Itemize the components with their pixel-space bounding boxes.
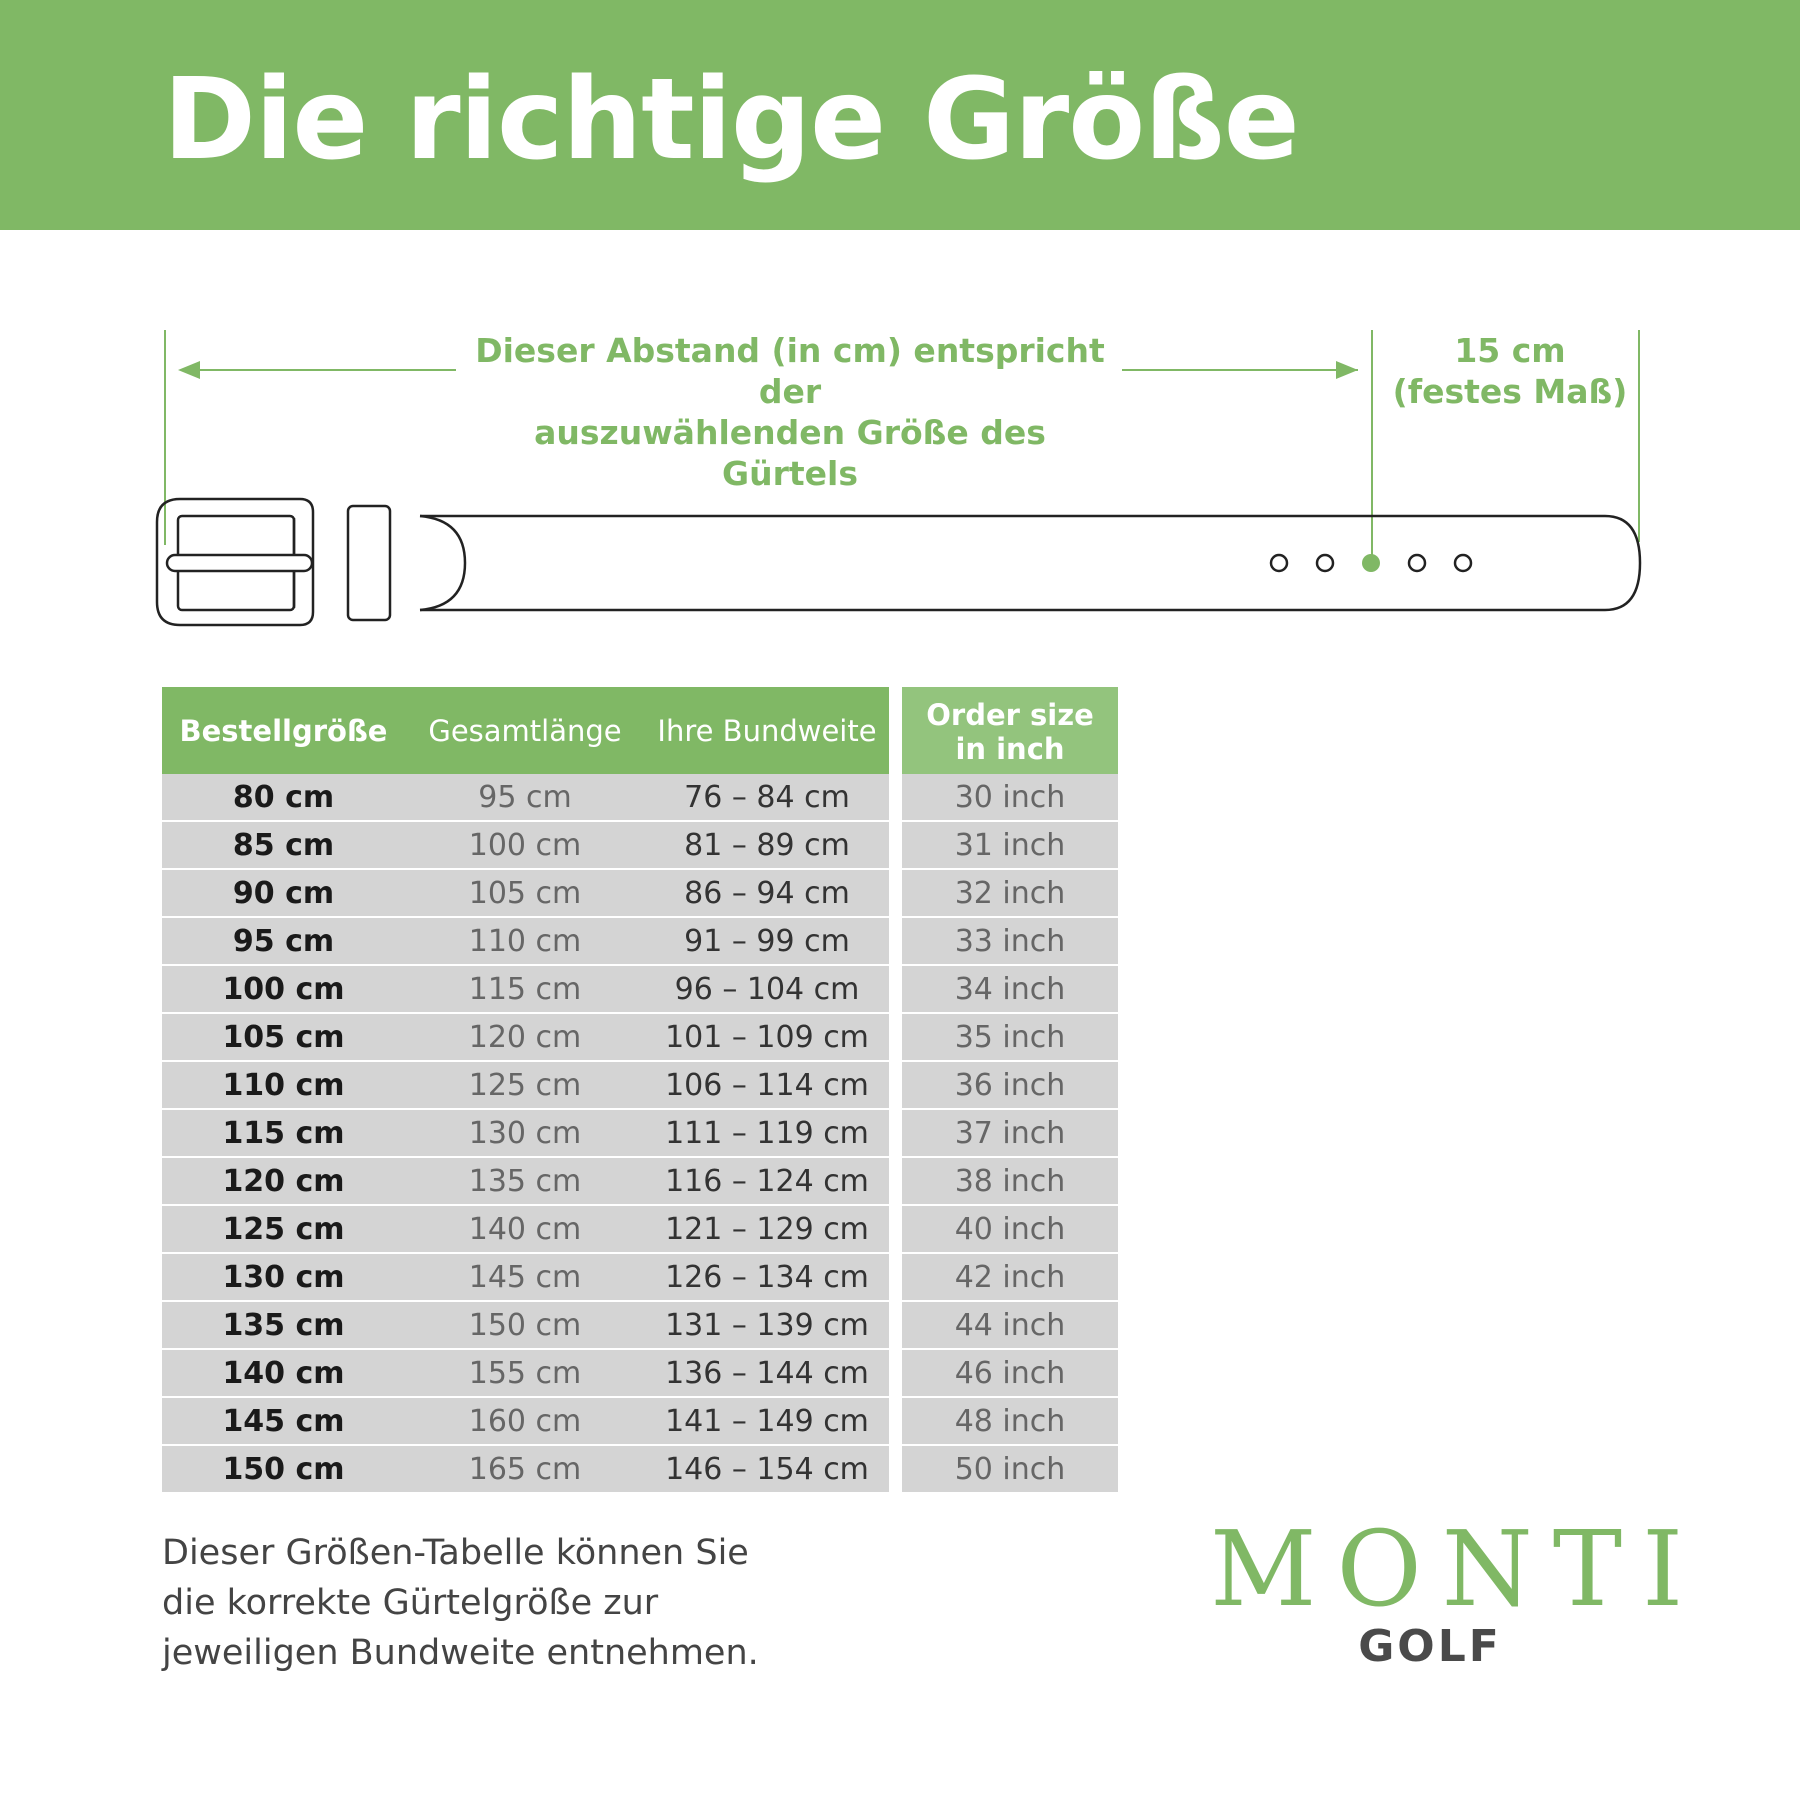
column-gap: [889, 870, 902, 918]
table-row: [162, 822, 1118, 870]
belt-loop: [348, 506, 390, 620]
cell-order-size: 100 cm: [162, 966, 405, 1014]
column-gap: [889, 966, 902, 1014]
fixed-label-line2: (festes Maß): [1392, 372, 1628, 411]
cell-order-size: 105 cm: [162, 1014, 405, 1062]
table-row: [162, 966, 1118, 1014]
cell-total-length: 165 cm: [405, 1446, 645, 1494]
table-row: [162, 1206, 1118, 1254]
header-order-size-inch: [902, 687, 1118, 774]
cell-waist: 141 – 149 cm: [645, 1398, 889, 1446]
table-header-row: [162, 687, 1118, 774]
column-gap: [889, 1206, 902, 1254]
table-row: [162, 1446, 1118, 1494]
column-gap: [889, 1350, 902, 1398]
belt-hole-icon: [1271, 555, 1287, 571]
footnote-line1: Dieser Größen-Tabelle können Sie: [162, 1533, 749, 1573]
cell-inch: 33 inch: [902, 918, 1118, 966]
cell-inch: 32 inch: [902, 870, 1118, 918]
column-gap: [889, 1014, 902, 1062]
cell-order-size: 145 cm: [162, 1398, 405, 1446]
cell-total-length: 155 cm: [405, 1350, 645, 1398]
cell-waist: 126 – 134 cm: [645, 1254, 889, 1302]
cell-inch: 40 inch: [902, 1206, 1118, 1254]
table-row: [162, 870, 1118, 918]
cell-order-size: 80 cm: [162, 774, 405, 822]
belt-tip-bar: [167, 555, 312, 571]
brand-sub: GOLF: [1358, 1621, 1502, 1672]
cell-inch: 36 inch: [902, 1062, 1118, 1110]
cell-waist: 116 – 124 cm: [645, 1158, 889, 1206]
cell-total-length: 145 cm: [405, 1254, 645, 1302]
cell-inch: 34 inch: [902, 966, 1118, 1014]
column-gap: [889, 822, 902, 870]
cell-inch: 42 inch: [902, 1254, 1118, 1302]
measure-label-line1: Dieser Abstand (in cm) entspricht der: [475, 331, 1105, 411]
belt-holes: [1271, 554, 1471, 572]
cell-total-length: 100 cm: [405, 822, 645, 870]
column-gap: [889, 1446, 902, 1494]
header-total-length: Gesamtlänge: [405, 687, 645, 774]
table-row: [162, 1302, 1118, 1350]
cell-inch: 46 inch: [902, 1350, 1118, 1398]
belt-hole-icon: [1455, 555, 1471, 571]
column-gap: [889, 1302, 902, 1350]
cell-waist: 91 – 99 cm: [645, 918, 889, 966]
table-row: [162, 1254, 1118, 1302]
cell-inch: 35 inch: [902, 1014, 1118, 1062]
cell-total-length: 110 cm: [405, 918, 645, 966]
cell-order-size: 110 cm: [162, 1062, 405, 1110]
cell-inch: 50 inch: [902, 1446, 1118, 1494]
cell-order-size: 150 cm: [162, 1446, 405, 1494]
cell-waist: 146 – 154 cm: [645, 1446, 889, 1494]
footnote-line2: die korrekte Gürtelgröße zur: [162, 1583, 659, 1623]
column-gap: [889, 1398, 902, 1446]
cell-order-size: 125 cm: [162, 1206, 405, 1254]
measure-label-line2: auszuwählenden Größe des Gürtels: [534, 413, 1046, 493]
fixed-label-line1: 15 cm: [1454, 331, 1566, 370]
table-row: [162, 1014, 1118, 1062]
cell-total-length: 160 cm: [405, 1398, 645, 1446]
cell-total-length: 140 cm: [405, 1206, 645, 1254]
brand-name: MONTI: [1210, 1508, 1704, 1630]
table-row: [162, 774, 1118, 822]
cell-waist: 96 – 104 cm: [645, 966, 889, 1014]
cell-waist: 101 – 109 cm: [645, 1014, 889, 1062]
cell-total-length: 115 cm: [405, 966, 645, 1014]
cell-total-length: 95 cm: [405, 774, 645, 822]
cell-order-size: 135 cm: [162, 1302, 405, 1350]
table-row: [162, 1398, 1118, 1446]
cell-order-size: 85 cm: [162, 822, 405, 870]
belt-hole-highlighted-icon: [1362, 554, 1380, 572]
table-row: [162, 918, 1118, 966]
table-row: [162, 1350, 1118, 1398]
cell-order-size: 130 cm: [162, 1254, 405, 1302]
footnote: [162, 1528, 862, 1678]
cell-inch: 37 inch: [902, 1110, 1118, 1158]
column-gap: [889, 687, 902, 774]
cell-order-size: 140 cm: [162, 1350, 405, 1398]
cell-total-length: 105 cm: [405, 870, 645, 918]
cell-inch: 44 inch: [902, 1302, 1118, 1350]
belt-hole-icon: [1409, 555, 1425, 571]
header-inch-line1: Order size: [926, 697, 1094, 732]
table-row: [162, 1158, 1118, 1206]
belt-hole-icon: [1317, 555, 1333, 571]
column-gap: [889, 1110, 902, 1158]
page-title: Die richtige Größe: [163, 55, 1299, 185]
header-inch-line2: in inch: [955, 731, 1065, 766]
cell-waist: 76 – 84 cm: [645, 774, 889, 822]
cell-waist: 81 – 89 cm: [645, 822, 889, 870]
cell-waist: 106 – 114 cm: [645, 1062, 889, 1110]
column-gap: [889, 1158, 902, 1206]
cell-waist: 131 – 139 cm: [645, 1302, 889, 1350]
cell-order-size: 95 cm: [162, 918, 405, 966]
cell-waist: 111 – 119 cm: [645, 1110, 889, 1158]
header-order-size: Bestellgröße: [162, 687, 405, 774]
table-row: [162, 1110, 1118, 1158]
cell-inch: 30 inch: [902, 774, 1118, 822]
cell-waist: 136 – 144 cm: [645, 1350, 889, 1398]
cell-order-size: 115 cm: [162, 1110, 405, 1158]
cell-order-size: 90 cm: [162, 870, 405, 918]
footnote-line3: jeweiligen Bundweite entnehmen.: [162, 1633, 759, 1673]
column-gap: [889, 774, 902, 822]
cell-total-length: 125 cm: [405, 1062, 645, 1110]
brand-logo: [1210, 1508, 1704, 1684]
column-gap: [889, 918, 902, 966]
cell-inch: 48 inch: [902, 1398, 1118, 1446]
size-table: [162, 687, 1118, 1494]
cell-total-length: 150 cm: [405, 1302, 645, 1350]
cell-waist: 86 – 94 cm: [645, 870, 889, 918]
column-gap: [889, 1062, 902, 1110]
cell-waist: 121 – 129 cm: [645, 1206, 889, 1254]
cell-inch: 38 inch: [902, 1158, 1118, 1206]
column-gap: [889, 1254, 902, 1302]
cell-total-length: 130 cm: [405, 1110, 645, 1158]
cell-order-size: 120 cm: [162, 1158, 405, 1206]
cell-total-length: 135 cm: [405, 1158, 645, 1206]
cell-inch: 31 inch: [902, 822, 1118, 870]
cell-total-length: 120 cm: [405, 1014, 645, 1062]
table-row: [162, 1062, 1118, 1110]
belt-illustration: [0, 0, 1800, 700]
header-waist: Ihre Bundweite: [645, 687, 889, 774]
